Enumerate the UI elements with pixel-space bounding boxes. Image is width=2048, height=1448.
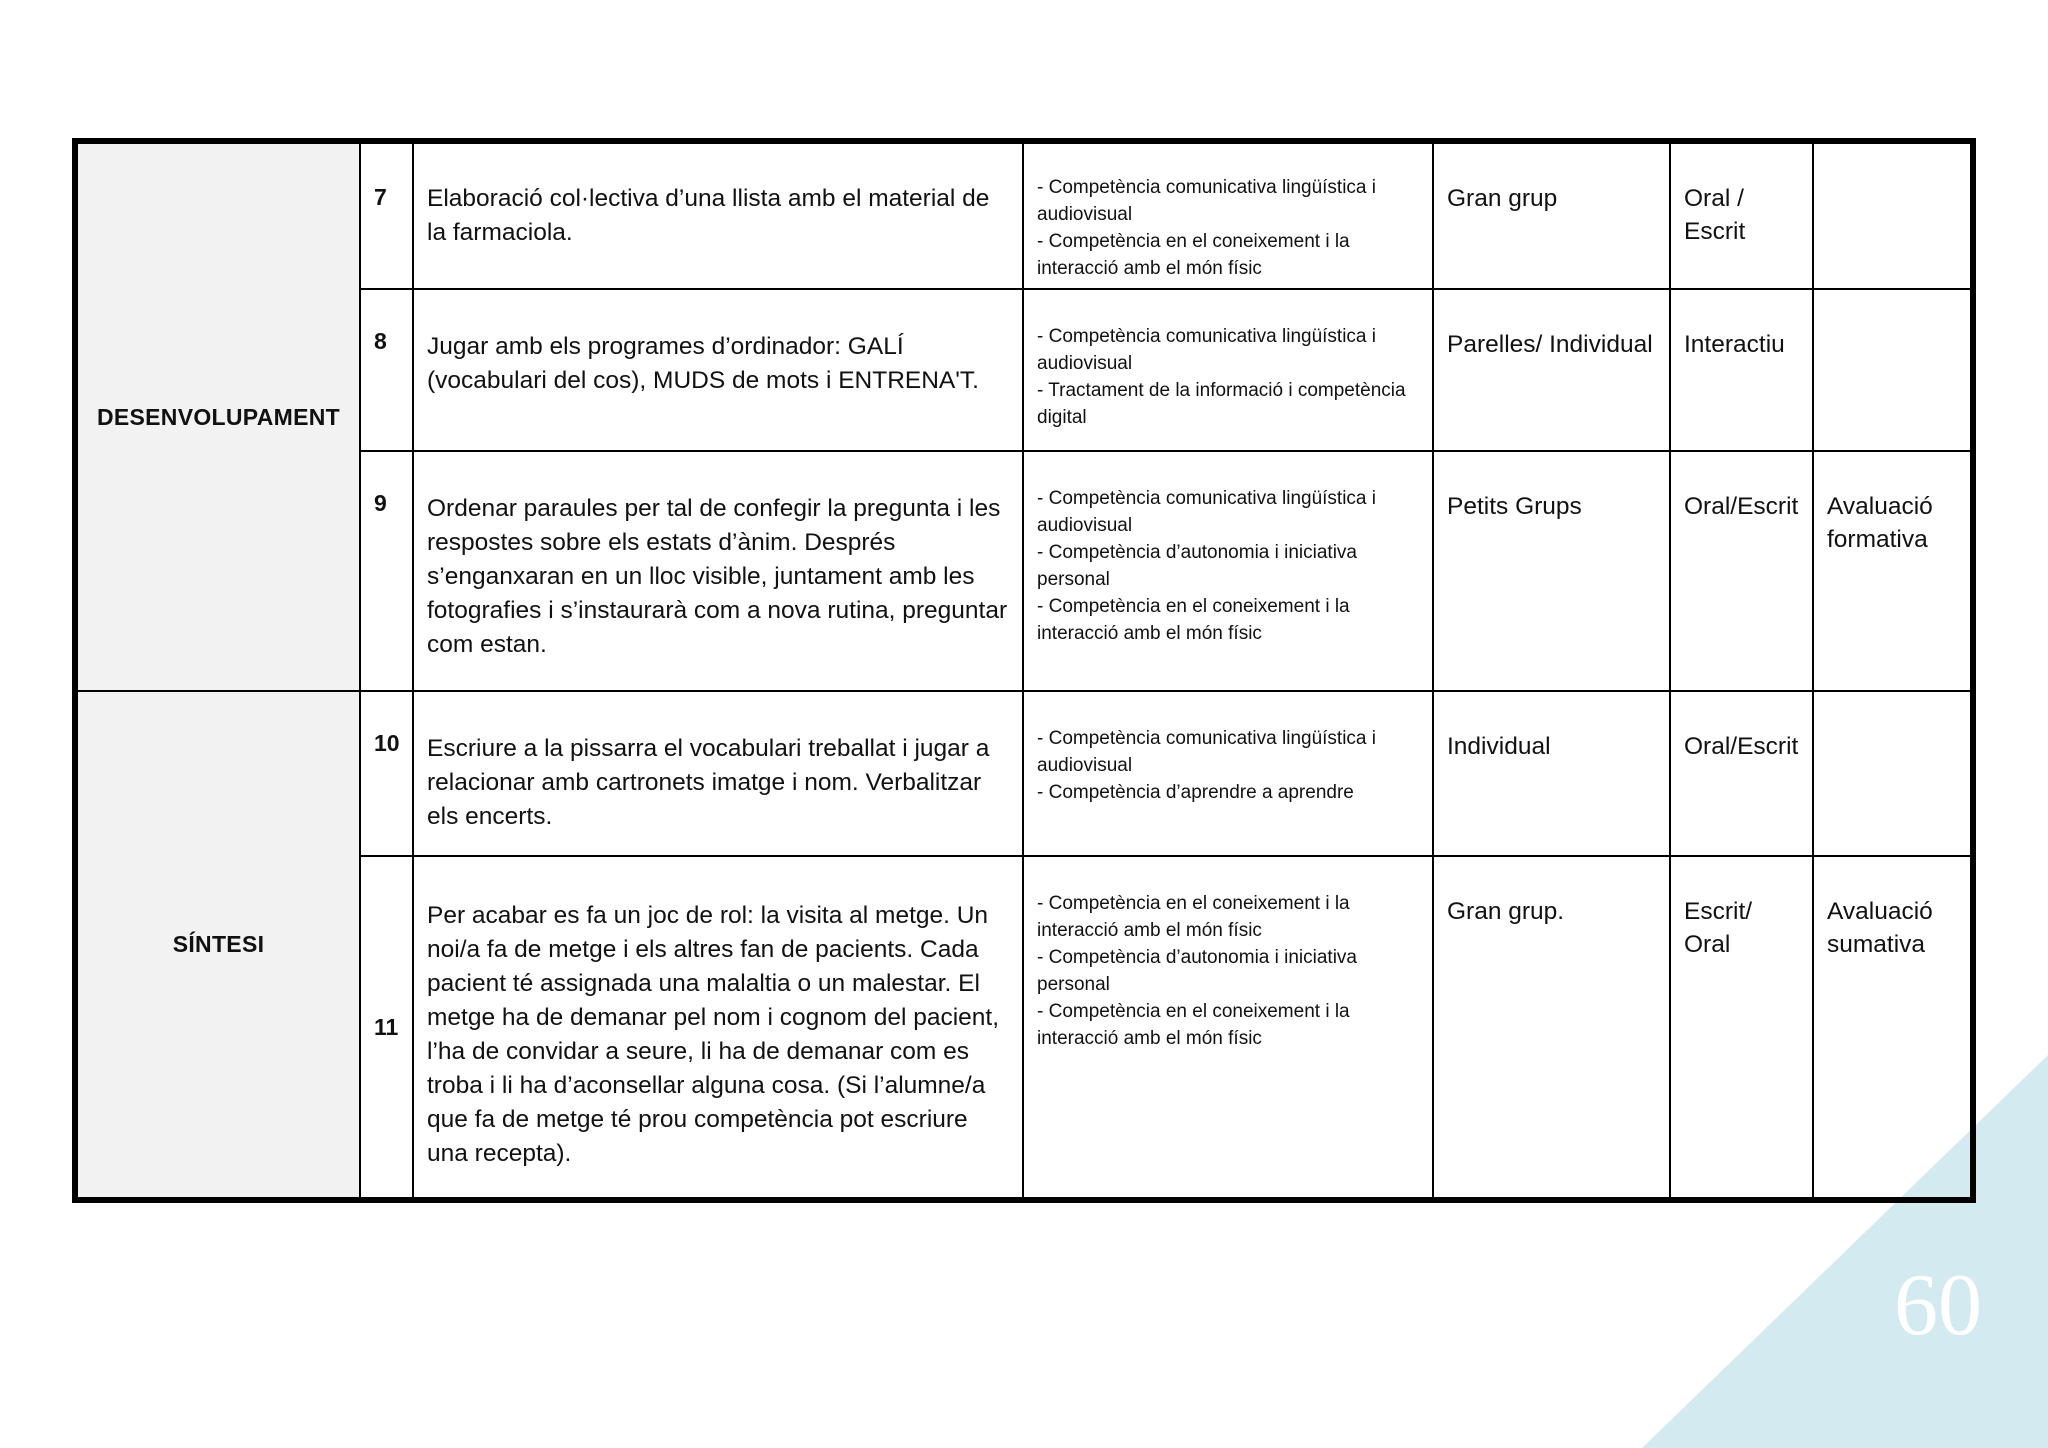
phase-label: SÍNTESI bbox=[172, 931, 265, 957]
activity-evaluation bbox=[1813, 289, 1973, 451]
activity-grouping: Parelles/ Individual bbox=[1433, 289, 1670, 451]
phase-label: DESENVOLUPAMENT bbox=[96, 403, 341, 430]
table-row bbox=[75, 289, 1973, 451]
activity-mode: Oral/Escrit bbox=[1670, 451, 1813, 691]
activity-competences bbox=[1023, 691, 1433, 856]
activity-plan-table bbox=[72, 138, 1976, 1203]
activity-mode: Escrit/ Oral bbox=[1670, 856, 1813, 1200]
competence-item: - Competència en el coneixement i la interacció amb el món físic bbox=[1037, 231, 1350, 279]
activity-description: Jugar amb els programes d’ordinador: GALÍ (vocabulari del cos), MUDS de mots i ENTRENA'T. bbox=[413, 289, 1023, 451]
activity-grouping: Petits Grups bbox=[1433, 451, 1670, 691]
activity-number: 8 bbox=[360, 289, 413, 451]
table-row bbox=[75, 856, 1973, 1200]
activity-evaluation bbox=[1813, 141, 1973, 289]
activity-mode: Interactiu bbox=[1670, 289, 1813, 451]
activity-description: Escriure a la pissarra el vocabulari treballat i jugar a relacionar amb cartronets imatge i nom. Verbalitzar els encerts. bbox=[413, 691, 1023, 856]
activity-competences bbox=[1023, 141, 1433, 289]
activity-grouping: Gran grup bbox=[1433, 141, 1670, 289]
activity-competences bbox=[1023, 451, 1433, 691]
activity-evaluation bbox=[1813, 691, 1973, 856]
activity-mode: Oral / Escrit bbox=[1670, 141, 1813, 289]
competence-item: - Competència comunicativa lingüística i audiovisual bbox=[1037, 177, 1376, 225]
activity-evaluation: Avaluació sumativa bbox=[1813, 856, 1973, 1200]
activity-description: Ordenar paraules per tal de confegir la pregunta i les respostes sobre els estats d’ànim. Després s’enganxaran en un lloc visible, juntament amb les fotografies i s’instaurarà com a nova rutina, preguntar com estan. bbox=[413, 451, 1023, 691]
activity-grouping: Gran grup. bbox=[1433, 856, 1670, 1200]
competence-item: - Competència comunicativa lingüística i audiovisual bbox=[1037, 728, 1376, 776]
activity-grouping: Individual bbox=[1433, 691, 1670, 856]
competence-item: - Competència comunicativa lingüística i audiovisual bbox=[1037, 488, 1376, 536]
competence-item: - Competència en el coneixement i la interacció amb el món físic bbox=[1037, 1001, 1350, 1049]
phase-cell bbox=[75, 141, 360, 691]
competence-item: - Competència en el coneixement i la interacció amb el món físic bbox=[1037, 596, 1350, 644]
competence-item: - Competència d’autonomia i iniciativa personal bbox=[1037, 947, 1357, 995]
phase-cell bbox=[75, 691, 360, 1200]
activity-description: Elaboració col·lectiva d’una llista amb el material de la farmaciola. bbox=[413, 141, 1023, 289]
table-row bbox=[75, 451, 1973, 691]
page-number: 60 bbox=[1894, 1257, 1982, 1354]
activity-number: 9 bbox=[360, 451, 413, 691]
activity-number: 11 bbox=[360, 856, 413, 1200]
table-row bbox=[75, 141, 1973, 289]
competence-item: - Competència en el coneixement i la interacció amb el món físic bbox=[1037, 893, 1350, 941]
activity-description: Per acabar es fa un joc de rol: la visita al metge. Un noi/a fa de metge i els altres fan de pacients. Cada pacient té assignada una malaltia o un malestar. El metge ha de demanar pel nom i cognom del pacient, l’ha de convidar a seure, li ha de demanar com es troba i li ha d’aconsellar alguna cosa. (Si l’alumne/a que fa de metge té prou competència pot escriure una recepta). bbox=[413, 856, 1023, 1200]
activity-number: 10 bbox=[360, 691, 413, 856]
table-row bbox=[75, 691, 1973, 856]
competence-item: - Tractament de la informació i competència digital bbox=[1037, 380, 1406, 428]
activity-competences bbox=[1023, 289, 1433, 451]
activity-mode: Oral/Escrit bbox=[1670, 691, 1813, 856]
activity-evaluation: Avaluació formativa bbox=[1813, 451, 1973, 691]
competence-item: - Competència d’autonomia i iniciativa personal bbox=[1037, 542, 1357, 590]
activity-number: 7 bbox=[360, 141, 413, 289]
activity-competences bbox=[1023, 856, 1433, 1200]
competence-item: - Competència d’aprendre a aprendre bbox=[1037, 782, 1354, 803]
competence-item: - Competència comunicativa lingüística i audiovisual bbox=[1037, 326, 1376, 374]
